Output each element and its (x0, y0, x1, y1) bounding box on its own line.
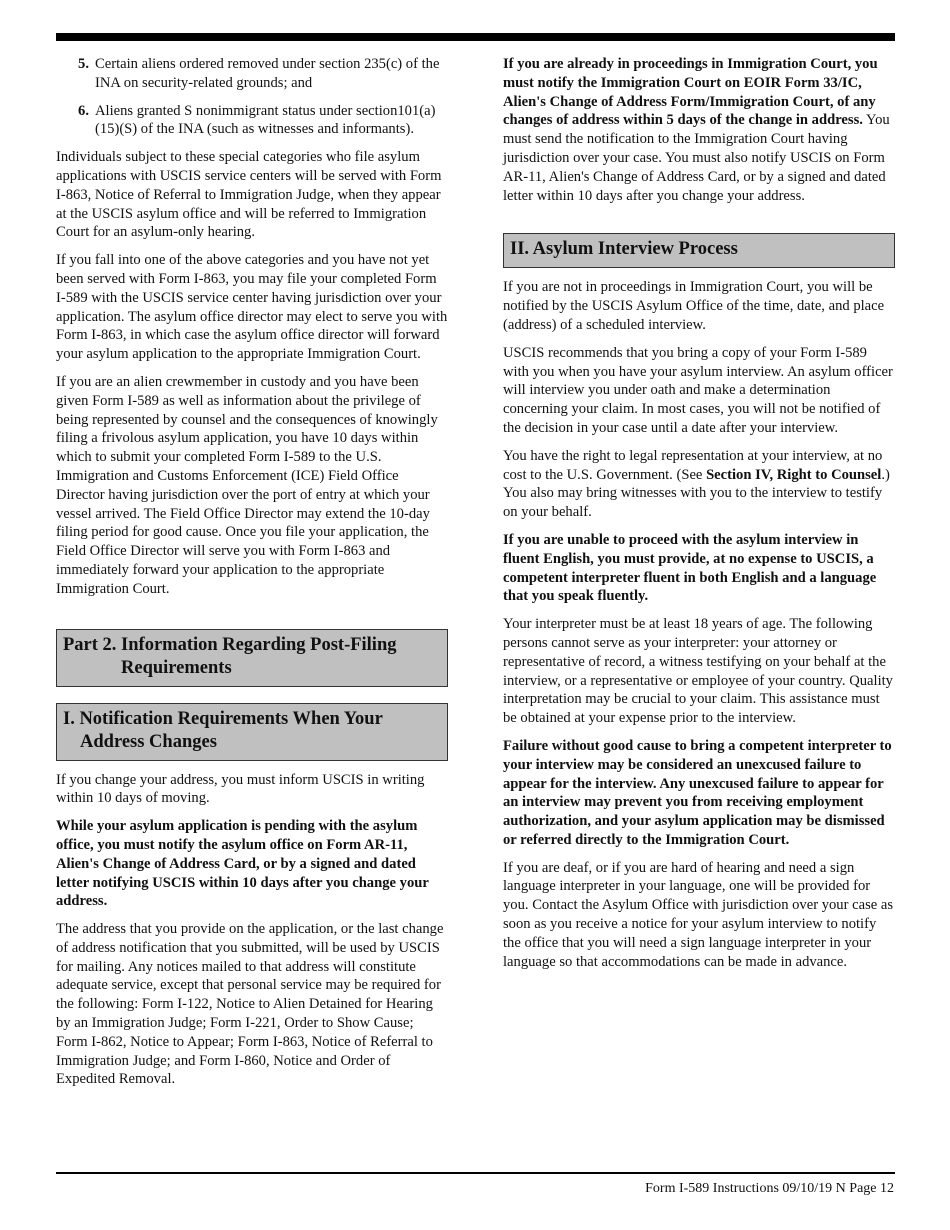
list-item-number: 5. (78, 56, 89, 72)
bold-text: If you are already in proceedings in Immigration Court, you must notify the Immigration Court on EOIR Form 33/IC, Alien's Change of Address Form/Immigration Court, of any changes of address within 5 days of the change in address. (503, 56, 878, 129)
footer-rule (56, 1172, 895, 1174)
list-item-text: Certain aliens ordered removed under section 235(c) of the INA on security-related grounds; and (95, 56, 440, 91)
section1-heading-line1: I. Notification Requirements When Your (63, 708, 383, 729)
text: .) You also may bring witnesses with you to the interview to testify on your behalf. (503, 466, 890, 521)
text: You have the right to legal representation at your interview, at no cost to the U.S. Government. (See (503, 447, 883, 483)
list-item (56, 55, 448, 93)
section1-heading-line2: Address Changes (80, 731, 217, 752)
paragraph-legal-representation (503, 447, 895, 522)
paragraph-mailing-address: The address that you provide on the application, or the last change of address notification that you submitted, will be used by USCIS for mailing. Any notices mailed to that address will constitute adequate service, except that personal service may be required for the following: Form I-122, Notice to Alien Detained for Hearing by an Immigration Judge; Form I-221, Order to Show Cause; Form I-862, Notice to Appear; Form I-863, Notice of Referral to Immigration Judge; and Form I-860, Notice and Order of Expedited Removal. (56, 921, 444, 1088)
list-item-text: Aliens granted S nonimmigrant status under section101(a)(15)(S) of the INA (such as witnesses and informants). (95, 102, 436, 138)
part2-heading-line2: Requirements (121, 657, 232, 678)
paragraph-interpreter-age: Your interpreter must be at least 18 years of age. The following persons cannot serve as your interpreter: your attorney or representative of record, a witness testifying on your behalf at the interview, or a representative or employee of your country. Quality interpretation may be crucial to your claim. This assistance must be obtained at your expense prior to the interview. (503, 616, 893, 727)
bold-text: Section IV, Right to Counsel (706, 466, 882, 483)
paragraph-not-yet-served: If you fall into one of the above categories and you have not yet been served with Form I-863, you may file your completed Form I-589 with the USCIS service center having jurisdiction over your application. The asylum office director may elect to serve you with Form I-863, in which case the asylum office director will forward your asylum application to the appropriate Immigration Court. (56, 252, 448, 363)
paragraph-crewmember: If you are an alien crewmember in custody and you have been given Form I-589 as well as information about the privilege of being represented by counsel and the consequences of knowingly filing a frivolous asylum application, you have 10 days within which to submit your completed Form I-589 to the U.S. Immigration and Customs Enforcement (ICE) Field Office Director having jurisdiction over the port of entry at which your vessel arrived. The Field Office Director may extend the 10-day filing period for good cause. Once you file your application, the Field Office Director will serve you with Form I-863 and immediately forward your application to the appropriate Immigration Court. (56, 373, 438, 597)
section1-heading (56, 703, 448, 761)
numbered-list (56, 55, 448, 139)
paragraph-pending-notice: While your asylum application is pending with the asylum office, you must notify the asylum office on Form AR-11, Alien's Change of Address Card, or by a signed and dated letter notifying USCIS within 10 days after you change your address. (56, 818, 429, 910)
page-footer: Form I-589 Instructions 09/10/19 N Page 12 (645, 1181, 894, 1196)
paragraph-failure-warning: Failure without good cause to bring a competent interpreter to your interview may be considered an unexcused failure to appear for the interview. Any unexcused failure to appear for an interview may prevent you from receiving employment authorization, and your asylum application may be dismissed or referred directly to the Immigration Court. (503, 737, 892, 848)
right-column (503, 55, 895, 980)
text: You must send the notification to the Immigration Court having jurisdiction over your case. You must also notify USCIS on Form AR-11, Alien's Change of Address Card, or by a signed and dated letter within 10 days after you change your address. (503, 112, 890, 204)
paragraph-sign-language: If you are deaf, or if you are hard of hearing and need a sign language interpreter in your language, one will be provided for you. Contact the Asylum Office with jurisdiction over your case as soon as you receive a notice for your asylum interview to notify the office that you will need a sign language interpreter in your language so that accommodations can be made in advance. (503, 859, 894, 970)
paragraph-special-categories: Individuals subject to these special categories who file asylum applications with USCIS service centers will be served with Form I-863, Notice of Referral to Immigration Judge, when they appear at the USCIS asylum office and will be referred to Immigration Court for an asylum-only hearing. (56, 149, 442, 241)
left-column (56, 55, 448, 1098)
paragraph-bring-copy: USCIS recommends that you bring a copy of your Form I-589 with you when you have your asylum interview. An asylum officer will interview you under oath and make a determination concerning your claim. In most cases, you will not be notified of the decision in your case until a date after your interview. (503, 344, 893, 436)
paragraph-immigration-court (503, 55, 895, 205)
part2-heading (56, 629, 448, 687)
section2-heading: II. Asylum Interview Process (503, 233, 895, 268)
part2-heading-line1: Part 2. Information Regarding Post-Filing (63, 634, 397, 655)
paragraph-interpreter-required: If you are unable to proceed with the asylum interview in fluent English, you must provide, at no expense to USCIS, a competent interpreter fluent in both English and a language that you speak fluently. (503, 531, 877, 605)
paragraph-change-address: If you change your address, you must inform USCIS in writing within 10 days of moving. (56, 771, 425, 807)
paragraph-not-in-proceedings: If you are not in proceedings in Immigration Court, you will be notified by the USCIS Asylum Office of the time, date, and place (address) of a scheduled interview. (503, 279, 885, 333)
list-item-number: 6. (78, 102, 89, 119)
top-rule (56, 33, 895, 41)
list-item (56, 102, 448, 140)
